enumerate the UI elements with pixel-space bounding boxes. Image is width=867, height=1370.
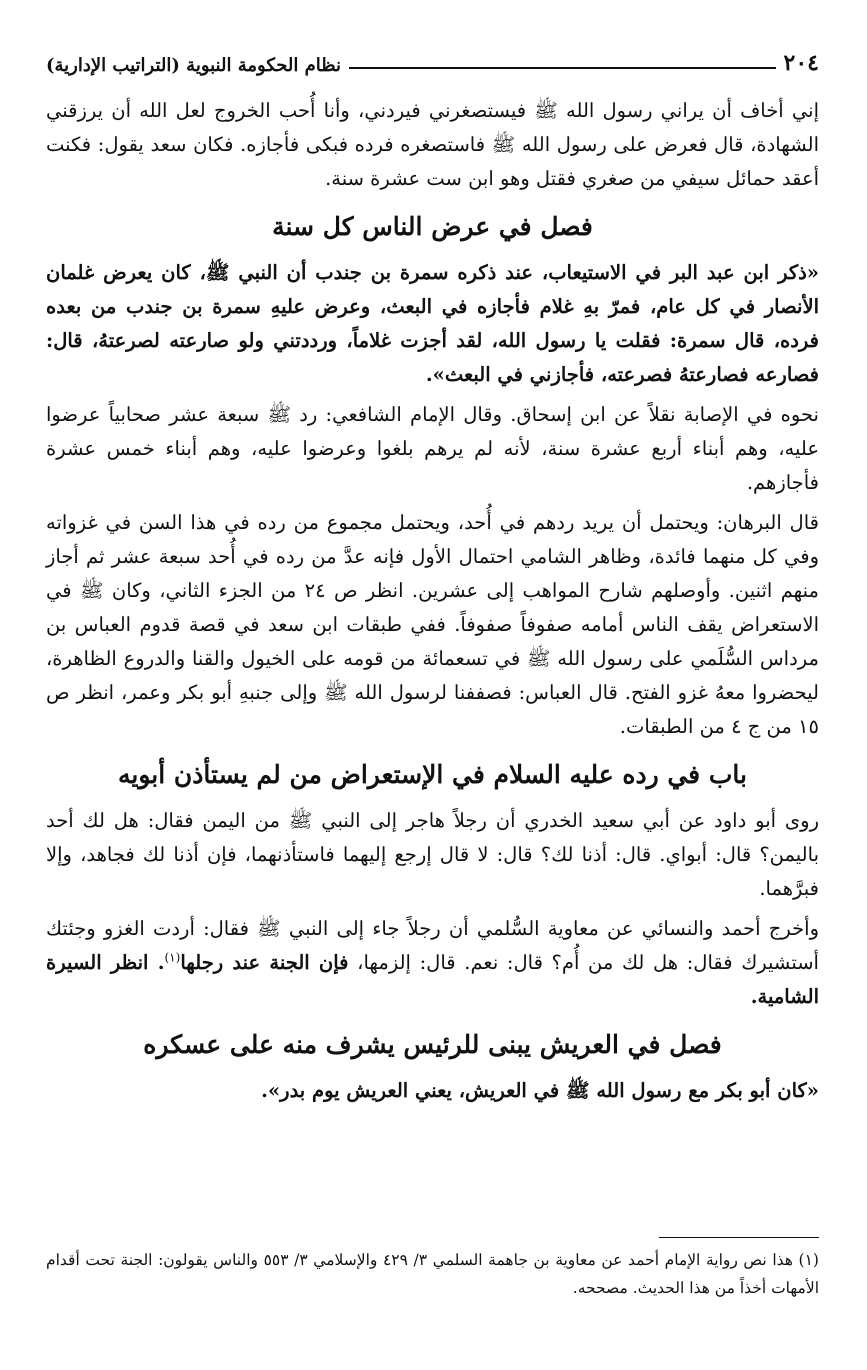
paragraph [46,912,819,1014]
bold-quote: فإن الجنة عند رجلها [180,951,349,974]
quoted-paragraph: «ذكر ابن عبد البر في الاستيعاب، عند ذكره سمرة بن جندب أن النبي ﷺ، كان يعرض غلمان الأنصار في كل عام، فمرّ بهِ غلام فأجازه في البعث، وعرض عليهِ سمرة بن جندب من بعده فرده، قال سمرة: فقلت يا رسول الله، لقد أجزت غلاماً، ورددتني ولو صارعته لصرعتهُ، قال: فصارعه فصارعتهُ فصرعته، فأجازني في البعث». [46,261,819,386]
source-note: . انظر السيرة الشامية. [46,951,819,1008]
paragraph: قال البرهان: ويحتمل أن يريد ردهم في أُحد، ويحتمل مجموع من رده في هذا السن في غزواته وفي كل منهما فائدة، وظاهر الشامي احتمال الأول فإنه عدَّ من رده في أُحد سبعة عشر ثم أجاز منهم اثنين. وأوصلهم شارح المواهب إلى عشرين. انظر ص ٢٤ من الجزء الثاني، وكان ﷺ في الاستعراض يقف الناس أمامه صفوفاً صفوفاً. ففي طبقات ابن سعد في قصة قدوم العباس بن مرداس السُّلَمي على رسول الله ﷺ في تسعمائة من قومه على الخيول والقنا والدروع الظاهرة، ليحضروا معهُ غزو الفتح. قال العباس: فصففنا لرسول الله ﷺ وإلى جنبهِ أبو بكر وعمر، انظر ص ١٥ من ج ٤ من الطبقات. [46,511,819,738]
footnote-reference[interactable]: (١) [164,950,181,965]
page-header [46,42,819,76]
paragraph: روى أبو داود عن أبي سعيد الخدري أن رجلاً هاجر إلى النبي ﷺ من اليمن فقال: هل لك أحد باليمن؟ قال: أبواي. قال: أذنا لك؟ قال: لا قال إرجع إليهما فاستأذنهما، فإن أذنا لك فجاهد، وإلا فبرَّهما. [46,809,819,900]
footnote-text: (١) هذا نص رواية الإمام أحمد عن معاوية بن جاهمة السلمي ٣/ ٤٢٩ والإسلامي ٣/ ٥٥٣ والناس يقولون: الجنة تحت أقدام الأمهات أخذاً من هذا الحديث. مصححه. [46,1251,819,1297]
page-body [46,94,819,1108]
paragraph: نحوه في الإصابة نقلاً عن ابن إسحاق. وقال الإمام الشافعي: رد ﷺ سبعة عشر صحابياً عرضوا عليه، وهم أبناء أربع عشرة سنة، لأنه لم يرهم بلغوا وعرضوا عليه، وهم أبناء خمس عشرة فأجازهم. [46,403,819,494]
paragraph-text: وأخرج أحمد والنسائي عن معاوية السُّلمي أن رجلاً جاء إلى النبي ﷺ فقال: أردت الغزو وجئتك أستشيرك فقال: هل لك من أُم؟ قال: نعم. قال: إلزمها، [46,917,819,974]
section-heading: باب في رده عليه السلام في الإستعراض من لم يستأذن أبويه [118,760,747,789]
footnote [46,1246,819,1302]
page-number: ٢٠٤ [783,50,819,76]
section-heading: فصل في العريش يبنى للرئيس يشرف منه على عسكره [143,1030,722,1059]
running-title: نظام الحكومة النبوية (التراتيب الإدارية) [46,55,342,76]
header-rule [349,67,775,69]
footnotes [46,1237,819,1302]
paragraph: إني أخاف أن يراني رسول الله ﷺ فيستصغرني فيردني، وأنا أُحب الخروج لعل الله أن يرزقني الشهادة، قال فعرض على رسول الله ﷺ فاستصغره فرده فبكى فأجازه. فكان سعد يقول: فكنت أعقد حمائل سيفي من صغري فقتل وهو ابن ست عشرة سنة. [46,99,819,190]
footnote-rule [659,1237,819,1238]
quoted-paragraph: «كان أبو بكر مع رسول الله ﷺ في العريش، يعني العريش يوم بدر». [261,1079,819,1102]
section-heading: فصل في عرض الناس كل سنة [272,212,593,241]
